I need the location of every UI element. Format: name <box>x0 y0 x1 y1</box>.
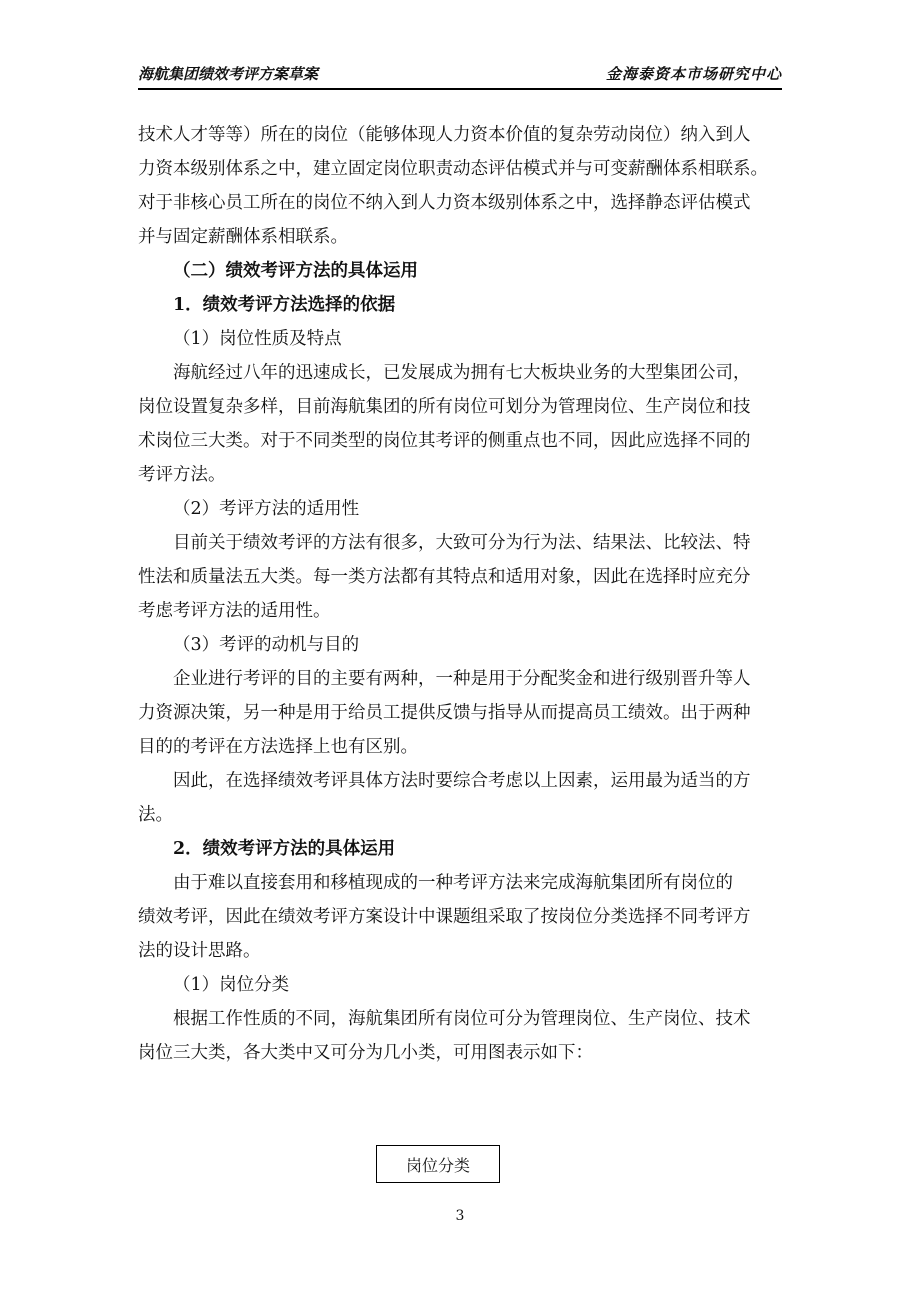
document-body <box>138 118 782 1070</box>
subsection-heading: （1）岗位性质及特点 <box>173 329 342 349</box>
paragraph-line: 由于难以直接套用和移植现成的一种考评方法来完成海航集团所有岗位的 <box>173 873 733 893</box>
diagram-root-label: 岗位分类 <box>405 1155 470 1175</box>
paragraph-line: 性法和质量法五大类。每一类方法都有其特点和适用对象，因此在选择时应充分 <box>138 567 751 587</box>
subsection-heading: （3）考评的动机与目的 <box>173 635 360 655</box>
paragraph-line: 目的的考评在方法选择上也有区别。 <box>138 737 418 757</box>
paragraph-line: 因此，在选择绩效考评具体方法时要综合考虑以上因素，运用最为适当的方 <box>173 771 751 791</box>
paragraph-line: 根据工作性质的不同，海航集团所有岗位可分为管理岗位、生产岗位、技术 <box>173 1009 751 1029</box>
paragraph-line: 企业进行考评的目的主要有两种，一种是用于分配奖金和进行级别晋升等人 <box>173 669 751 689</box>
paragraph-line: 岗位设置复杂多样，目前海航集团的所有岗位可划分为管理岗位、生产岗位和技 <box>138 397 751 417</box>
diagram-root-box <box>376 1145 500 1183</box>
subsection-heading: （1）岗位分类 <box>173 975 290 995</box>
paragraph-line: 力资源决策，另一种是用于给员工提供反馈与指导从而提高员工绩效。出于两种 <box>138 703 751 723</box>
paragraph-line: 技术人才等等）所在的岗位（能够体现人力资本价值的复杂劳动岗位）纳入到人 <box>138 125 751 145</box>
paragraph-line: 绩效考评，因此在绩效考评方案设计中课题组采取了按岗位分类选择不同考评方 <box>138 907 751 927</box>
paragraph-line: 考评方法。 <box>138 465 226 485</box>
paragraph-line: 力资本级别体系之中，建立固定岗位职责动态评估模式并与可变薪酬体系相联系。 <box>138 159 768 179</box>
page-header <box>138 58 782 90</box>
paragraph-line: 目前关于绩效考评的方法有很多，大致可分为行为法、结果法、比较法、特 <box>173 533 751 553</box>
page-number: 3 <box>455 1208 465 1224</box>
paragraph-line: 术岗位三大类。对于不同类型的岗位其考评的侧重点也不同，因此应选择不同的 <box>138 431 751 451</box>
paragraph-line: 岗位三大类，各大类中又可分为几小类，可用图表示如下： <box>138 1043 593 1063</box>
paragraph-line: 法的设计思路。 <box>138 941 261 961</box>
section-heading: （二）绩效考评方法的具体运用 <box>173 261 418 281</box>
paragraph-line: 考虑考评方法的适用性。 <box>138 601 331 621</box>
paragraph-line: 对于非核心员工所在的岗位不纳入到人力资本级别体系之中，选择静态评估模式 <box>138 193 751 213</box>
subsection-heading: （2）考评方法的适用性 <box>173 499 360 519</box>
header-right-org: 金海泰资本市场研究中心 <box>605 65 782 83</box>
section-heading: 2．绩效考评方法的具体运用 <box>173 839 396 859</box>
header-left-title: 海航集团绩效考评方案草案 <box>138 65 319 83</box>
paragraph-line: 海航经过八年的迅速成长，已发展成为拥有七大板块业务的大型集团公司， <box>173 363 751 383</box>
section-heading: 1．绩效考评方法选择的依据 <box>173 295 396 315</box>
paragraph-line: 法。 <box>138 805 173 825</box>
paragraph-line: 并与固定薪酬体系相联系。 <box>138 227 348 247</box>
